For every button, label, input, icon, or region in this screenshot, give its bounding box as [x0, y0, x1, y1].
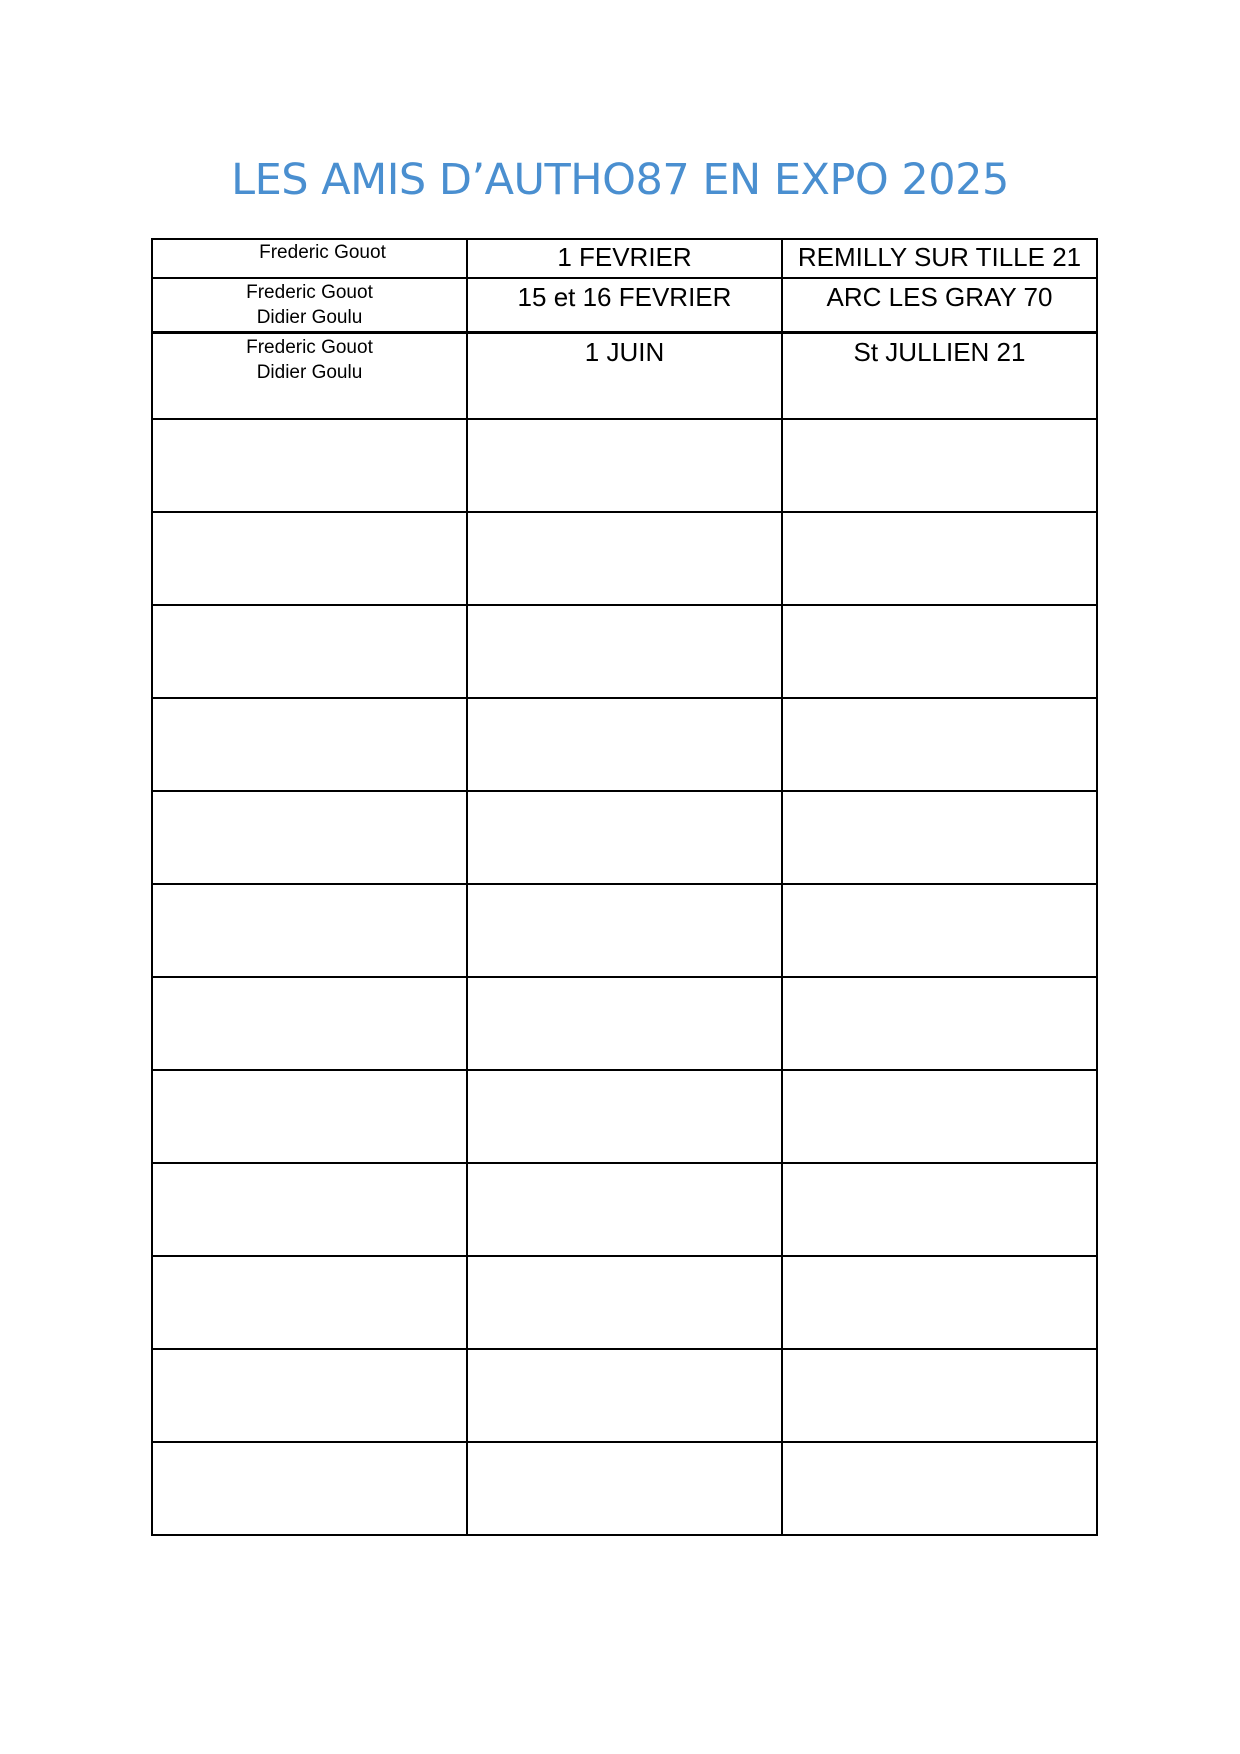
names-cell	[152, 333, 467, 420]
empty-names-cell	[152, 512, 467, 605]
empty-place-cell	[782, 1163, 1097, 1256]
expo-table	[151, 238, 1098, 1536]
empty-table-row	[152, 1163, 1097, 1256]
empty-table-row	[152, 1349, 1097, 1442]
empty-place-cell	[782, 1349, 1097, 1442]
empty-place-cell	[782, 1256, 1097, 1349]
place-text: ARC LES GRAY 70	[826, 282, 1053, 312]
table-row	[152, 278, 1097, 333]
empty-place-cell	[782, 1070, 1097, 1163]
empty-date-cell	[467, 698, 782, 791]
expo-table-body	[152, 239, 1097, 1535]
name-line: Didier Goulu	[256, 362, 363, 383]
empty-names-cell	[152, 698, 467, 791]
page-title: LES AMIS D’AUTHO87 EN EXPO 2025	[231, 155, 1009, 205]
empty-names-cell	[152, 884, 467, 977]
empty-names-cell	[152, 1256, 467, 1349]
empty-names-cell	[152, 977, 467, 1070]
empty-table-row	[152, 605, 1097, 698]
empty-date-cell	[467, 1163, 782, 1256]
empty-date-cell	[467, 1070, 782, 1163]
empty-date-cell	[467, 419, 782, 512]
empty-table-row	[152, 884, 1097, 977]
empty-names-cell	[152, 1349, 467, 1442]
empty-date-cell	[467, 1442, 782, 1535]
empty-table-row	[152, 791, 1097, 884]
date-text: 1 JUIN	[584, 337, 665, 367]
date-cell	[467, 239, 782, 278]
place-cell	[782, 239, 1097, 278]
empty-date-cell	[467, 977, 782, 1070]
empty-names-cell	[152, 1070, 467, 1163]
empty-place-cell	[782, 698, 1097, 791]
date-text: 1 FEVRIER	[557, 242, 692, 272]
empty-place-cell	[782, 884, 1097, 977]
empty-place-cell	[782, 512, 1097, 605]
empty-date-cell	[467, 512, 782, 605]
place-cell	[782, 333, 1097, 420]
empty-place-cell	[782, 419, 1097, 512]
empty-table-row	[152, 1070, 1097, 1163]
empty-table-row	[152, 977, 1097, 1070]
empty-place-cell	[782, 791, 1097, 884]
place-cell	[782, 278, 1097, 333]
empty-names-cell	[152, 1163, 467, 1256]
empty-table-row	[152, 419, 1097, 512]
empty-place-cell	[782, 605, 1097, 698]
place-text: St JULLIEN 21	[853, 337, 1026, 367]
table-row	[152, 239, 1097, 278]
empty-date-cell	[467, 1349, 782, 1442]
name-line: Didier Goulu	[256, 307, 363, 328]
name-line: Frederic Gouot	[246, 337, 373, 358]
empty-table-row	[152, 1442, 1097, 1535]
empty-date-cell	[467, 1256, 782, 1349]
empty-date-cell	[467, 791, 782, 884]
date-cell	[467, 333, 782, 420]
date-cell	[467, 278, 782, 333]
date-text: 15 et 16 FEVRIER	[517, 282, 732, 312]
table-row	[152, 333, 1097, 420]
empty-table-row	[152, 1256, 1097, 1349]
empty-names-cell	[152, 791, 467, 884]
empty-date-cell	[467, 884, 782, 977]
place-text: REMILLY SUR TILLE 21	[797, 242, 1082, 272]
empty-place-cell	[782, 977, 1097, 1070]
empty-table-row	[152, 512, 1097, 605]
name-line: Frederic Gouot	[246, 282, 373, 303]
empty-table-row	[152, 698, 1097, 791]
empty-names-cell	[152, 605, 467, 698]
names-cell	[152, 239, 467, 278]
empty-names-cell	[152, 1442, 467, 1535]
empty-names-cell	[152, 419, 467, 512]
empty-date-cell	[467, 605, 782, 698]
name-line: Frederic Gouot	[259, 242, 386, 263]
names-cell	[152, 278, 467, 333]
empty-place-cell	[782, 1442, 1097, 1535]
